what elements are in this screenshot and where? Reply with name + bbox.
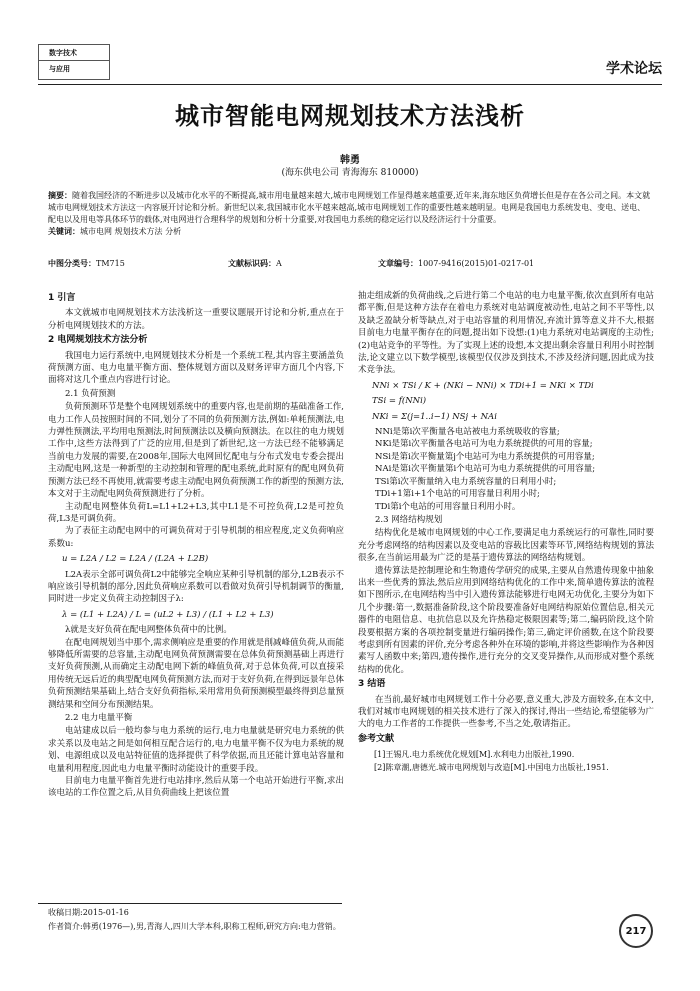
formula-capacity: NKi = Σ(j=1..i−1) NSj + NAi [372, 411, 497, 422]
paragraph: 抽走组成新的负荷曲线,之后进行第二个电站的电力电量平衡,依次直到所有电站都平衡,但是这种方法存在着电力系统对电站调度被动性,电站之间不平等性,以及缺乏盈缺分析等缺点,对于电站容量的利用情况,弃流计算等意义并不大,根据目前电力电量平衡存在的问题,提出如下设想:(1)电力系统对电站调度的主动性;(2)电站竞争的平等性。为了实现上述的设想,本文提出剩余容量日利用小时控制法,论文建立以下数学模型,该模型仅仅涉及到技术,不涉及经济问题,因此成为技术竞争法。 [358, 291, 654, 376]
keywords-line [48, 226, 652, 238]
author-name: 韩勇 [340, 155, 360, 166]
formula-balance: NNi × TSi / K + (NKi − NNi) × TDi+1 = NKi × TDi [372, 380, 594, 391]
paragraph: 在当前,最好城市电网规划工作十分必要,意义重大,涉及方面较多,在本文中,我们对城市电网规划的相关技术进行了深入的探讨,得出一些结论,希望能够为广大的电力工作者的工作提供一些参考,不当之处,敬请指正。 [358, 694, 654, 730]
doc-code-value: A [276, 259, 282, 268]
clc-label: 中图分类号： [48, 259, 96, 268]
right-column [358, 290, 654, 774]
paragraph: 本文就城市电网规划技术方法浅析这一重要议题展开讨论和分析,重点在于分析电网规划技术的方法。 [48, 308, 344, 331]
paragraph: 电站建成以后一般均参与电力系统的运行,电力电量就是研究电力系统的供求关系以及电站之间是如何相互配合运行的,电力电量平衡不仅为电力系统的规划、电源组成以及电站特征值的选择提供了科学依据,而且还能计算电站容量和电量利用程度,因此电力电量平衡时动能设计的重要手段。 [48, 726, 344, 774]
keywords-label: 关键词： [48, 227, 80, 236]
paragraph: 遗传算法是控制理论和生物遗传学研究的成果,主要从自然遗传现象中抽象出来一些优秀的算法,然后应用到网络结构优化的工作中来,简单遗传算法的流程如下图所示,在电网结构当中引入遗传算法能够进行电网无功优化,主要分为如下几个步骤:第一,数据准备阶段,这个阶段要准备好电网结构原始位置信息,相关元器件的电阻信息、电抗信息以及允许热稳定极限因素等;第二,编码阶段,这个阶段要根据方案的各项控制变量进行编码操作;第三,确定评价函数,在这个阶段要考虑到所有因素的评价,充分考虑各种外在环境的影响,并将这些影响作为各种因素写人函数中来;第四,遗传操作,进行充分的交叉变异操作,从而形成对整个系统结构的优化。 [358, 565, 654, 675]
definition-item: NSi是第i次平衡量第j个电站可为电力系统提供的可用容量; [375, 451, 595, 462]
paragraph: 目前电力电量平衡首先进行电站排序,然后从第一个电站开始进行平衡,求出该电站的工作位置之后,从目负荷曲线上把该位置 [48, 776, 344, 799]
section-heading: 2 电网规划技术方法分析 [48, 335, 148, 346]
abstract-body: 随着我国经济的不断进步以及城市化水平的不断提高,城市用电量越来越大,城市电网规划工作显得越来越重要,近年来,海东地区负荷增长但是存在各公司之间。本文就城市电网规划技术方法这一内容展开讨论和分析。新世纪以来,我国城市化水平越来越高,城市电网规划工作的重要性越来越明显。电网是我国电力系统发电、变电、送电、配电以及用电等具体环节的载体,对电网进行合理科学的规划和分析十分重要,对我国电力系统的稳定运行以及经济运行十分重要。 [48, 191, 651, 224]
logo-bottom-text: 与应用 [49, 64, 70, 73]
paragraph: 主动配电网整体负荷L=L1+L2+L3,其中L1是不可控负荷,L2是可控负荷,L3是可调负荷。 [48, 501, 344, 524]
classification-line [48, 258, 652, 269]
keywords-value: 城市电网 规划技术方法 分析 [80, 227, 182, 236]
paragraph: 负荷预测环节是整个电网规划系统中的重要内容,也是前期的基础准备工作,电力工作人员按照时间的不同,划分了不同的负荷预测方法,例如:单耗预测法,电力弹性预测法,平均用电预测法,时间预测法以及横向预测法。在以往的电力规划工作中,这些方法得到了广泛的应用,但是到了新世纪,这一方法已经不能够满足当前电力发展的需要,在2008年,国际大电网回忆配电与分布式发电专委会提出主动配电网,这是一种新型的主动控制和管理的配电系统,此时原有的配电网负荷预测方法已经不再使用,就需要考虑主动配电网负荷预测工作的新型的预测方法,本文对于主动配电网负荷预测进行了分析。 [48, 402, 344, 500]
formula-hours: TSi = f(NNi) [372, 396, 427, 407]
left-column [48, 290, 344, 800]
author-bio: 作者简介:韩勇(1976—),男,青海人,四川大学本科,职称工程师,研究方向:电力营销。 [48, 922, 341, 931]
abstract-block [48, 190, 652, 238]
formula-control-factor: λ = (L1 + L2A) / L = (uL2 + L3) / (L1 + L2 + L3) [62, 609, 274, 620]
section-heading: 3 结语 [358, 679, 386, 690]
article-title: 城市智能电网规划技术方法浅析 [175, 102, 525, 130]
abstract-text [48, 190, 652, 226]
doc-code-label: 文献标识码： [228, 259, 276, 268]
definition-item: TSi第i次平衡量纳入电力系统容量的日利用小时; [375, 476, 557, 487]
page-number: 217 [625, 925, 647, 937]
journal-logo [38, 44, 110, 80]
formula-response-coefficient: u = L2A / L2 = L2A / (L2A + L2B) [62, 554, 209, 565]
reference-item: [2]陈章潮,唐德光.城市电网规划与改造[M].中国电力出版社,1951. [374, 763, 609, 773]
article-number-label: 文章编号： [378, 259, 418, 268]
page-number-badge [619, 914, 653, 948]
header-rule [38, 84, 662, 85]
footnote-rule [38, 903, 342, 904]
received-date: 收稿日期:2015-01-16 [48, 908, 129, 917]
paragraph: L2A表示全部可调负荷L2中能够完全响应某种引导机制的部分,L2B表示不响应该引导机制的部分,因此负荷响应系数可以看做对负荷引导机制调节的衡量,同时进一步定义负荷主动控制因子λ: [48, 569, 344, 605]
subsection-heading: 2.2 电力电量平衡 [65, 713, 133, 723]
paragraph: 为了表征主动配电网中的可调负荷对于引导机制的相应程度,定义负荷响应系数u: [48, 526, 344, 549]
paragraph: λ就是支好负荷在配电网整体负荷中的比例。 [65, 625, 232, 636]
affiliation: (海东供电公司 青海海东 810000) [281, 168, 419, 178]
paragraph: 在配电网规划当中那个,需求侧响应是重要的作用就是削减峰值负荷,从而能够降低所需要的总容量,主动配电网负荷预测需要在总体负荷预测基础上再进行支好负荷预测,从而确定主动配电网下新的峰值负荷,对于总体负荷,可以直接采用传统无远后近的典型配电网负荷预测方法,而对于支好负荷,在得到远景年总体负荷预测结果基础上,结合支好负荷指标,采用常用负荷预测模型最终得到总量预测结果和空间分布预测结果。 [48, 637, 344, 710]
subsection-heading: 2.1 负荷预测 [65, 388, 116, 399]
reference-item: [1]王锡凡.电力系统优化规划[M].水利电力出版社,1990. [374, 750, 575, 760]
paragraph: 结构优化是城市电网规划的中心工作,要满足电力系统运行的可靠性,同时要充分考虑网络的结构因素以及变电站的容载比因素等环节,网络结构规划的算法很多,在当前运用最为广泛的是基于遗传算法的网络结构规划。 [358, 528, 654, 564]
paragraph: 我国电力运行系统中,电网规划技术分析是一个系统工程,其内容主要涵盖负荷预测方面、电力电量平衡方面、整体规划方面以及财务评审方面几个内容,下面将对这几个重点内容进行讨论。 [48, 350, 344, 386]
references-heading: 参考文献 [358, 733, 395, 744]
definition-item: TDi第i个电站的可用容量日利用小时。 [375, 501, 521, 512]
definition-item: NKi是第i次平衡量各电站可为电力系统提供的可用的容量; [375, 439, 593, 450]
clc-value: TM715 [96, 259, 125, 268]
logo-top-text: 数字技术 [39, 45, 109, 61]
definition-item: TDi+1第i+1个电站的可用容量日利用小时; [375, 489, 540, 500]
abstract-label: 摘要： [48, 191, 72, 200]
article-number-value: 1007-9416(2015)01-0217-01 [418, 259, 535, 268]
subsection-heading: 2.3 网络结构规划 [375, 514, 443, 525]
definition-item: NNi是第i次平衡量各电站被电力系统吸收的容量; [375, 427, 560, 438]
column-name: 学术论坛 [606, 61, 662, 77]
definition-item: NAi是第i次平衡量第i个电站可为电力系统提供的可用容量; [375, 464, 596, 475]
section-heading: 1 引言 [48, 293, 76, 303]
